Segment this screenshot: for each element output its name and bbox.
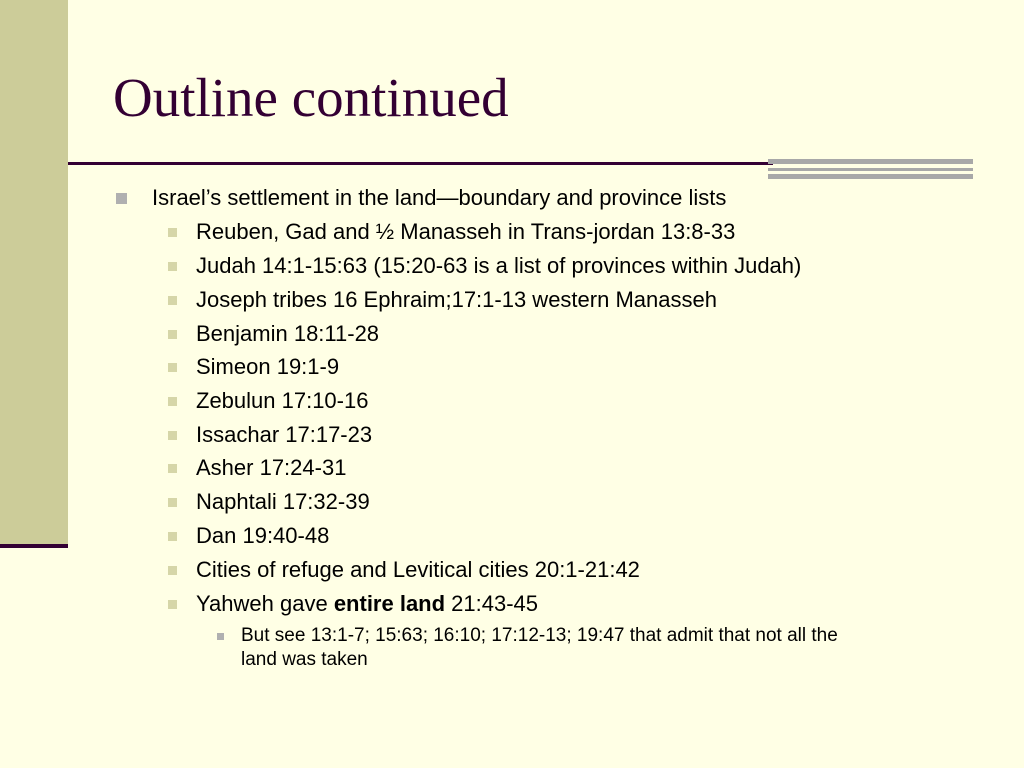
bullet-level-1 — [152, 184, 726, 212]
bullet-level-2 — [196, 522, 329, 550]
square-bullet-icon — [168, 464, 177, 473]
bullet-text: Asher 17:24-31 — [196, 455, 347, 480]
bullet-text: Israel’s settlement in the land—boundary and province lists — [152, 185, 727, 210]
bullet-text: Cities of refuge and Levitical cities 20:1-21:42 — [196, 557, 640, 582]
bullet-text-line: But see 13:1-7; 15:63; 16:10; 17:12-13; 19:47 that admit that not all the — [241, 625, 838, 646]
square-bullet-icon — [168, 363, 177, 372]
bullet-level-2 — [196, 454, 346, 482]
bullet-text: Zebulun 17:10-16 — [196, 388, 369, 413]
slide-title: Outline continued — [113, 67, 509, 128]
bullet-text-emphasis: entire land — [333, 591, 446, 616]
bullet-level-2 — [196, 556, 640, 584]
square-bullet-icon — [168, 532, 177, 541]
square-bullet-icon — [168, 262, 177, 271]
accent-bar — [768, 174, 973, 179]
bullet-text: Joseph tribes 16 Ephraim;17:1-13 western Manasseh — [196, 287, 717, 312]
bullet-text-prefix: Yahweh gave — [196, 591, 334, 616]
bullet-level-2 — [196, 353, 339, 381]
bullet-level-2 — [196, 421, 372, 449]
title-rule — [68, 162, 773, 165]
bullet-level-2 — [196, 218, 735, 246]
bullet-text: Issachar 17:17-23 — [196, 422, 373, 447]
bullet-level-2 — [196, 286, 717, 314]
bullet-level-2 — [196, 320, 379, 348]
bullet-text: Benjamin 18:11-28 — [196, 321, 380, 346]
bullet-text: Judah 14:1-15:63 (15:20-63 is a list of provinces within Judah) — [196, 253, 802, 278]
accent-bar — [768, 168, 973, 171]
square-bullet-icon — [116, 193, 127, 204]
bullet-level-2 — [196, 488, 370, 516]
square-bullet-icon — [168, 397, 177, 406]
bullet-text: Naphtali 17:32-39 — [196, 489, 370, 514]
bullet-text: Simeon 19:1-9 — [196, 354, 340, 379]
square-bullet-icon — [168, 330, 177, 339]
bullet-text: Dan 19:40-48 — [196, 523, 330, 548]
bullet-level-3 — [241, 624, 981, 672]
bullet-text: Reuben, Gad and ½ Manasseh in Trans-jordan 13:8-33 — [196, 219, 736, 244]
left-band-divider — [0, 544, 68, 548]
accent-bar — [768, 159, 973, 164]
square-bullet-icon — [168, 600, 177, 609]
square-bullet-icon — [168, 498, 177, 507]
square-bullet-icon — [217, 633, 224, 640]
square-bullet-icon — [168, 228, 177, 237]
bullet-level-2 — [196, 252, 801, 280]
bullet-level-2 — [196, 387, 368, 415]
bullet-level-2 — [196, 590, 538, 618]
bullet-text-line: land was taken — [241, 649, 368, 670]
left-decorative-band — [0, 0, 68, 546]
square-bullet-icon — [168, 431, 177, 440]
bullet-text-suffix: 21:43-45 — [445, 591, 539, 616]
square-bullet-icon — [168, 566, 177, 575]
square-bullet-icon — [168, 296, 177, 305]
